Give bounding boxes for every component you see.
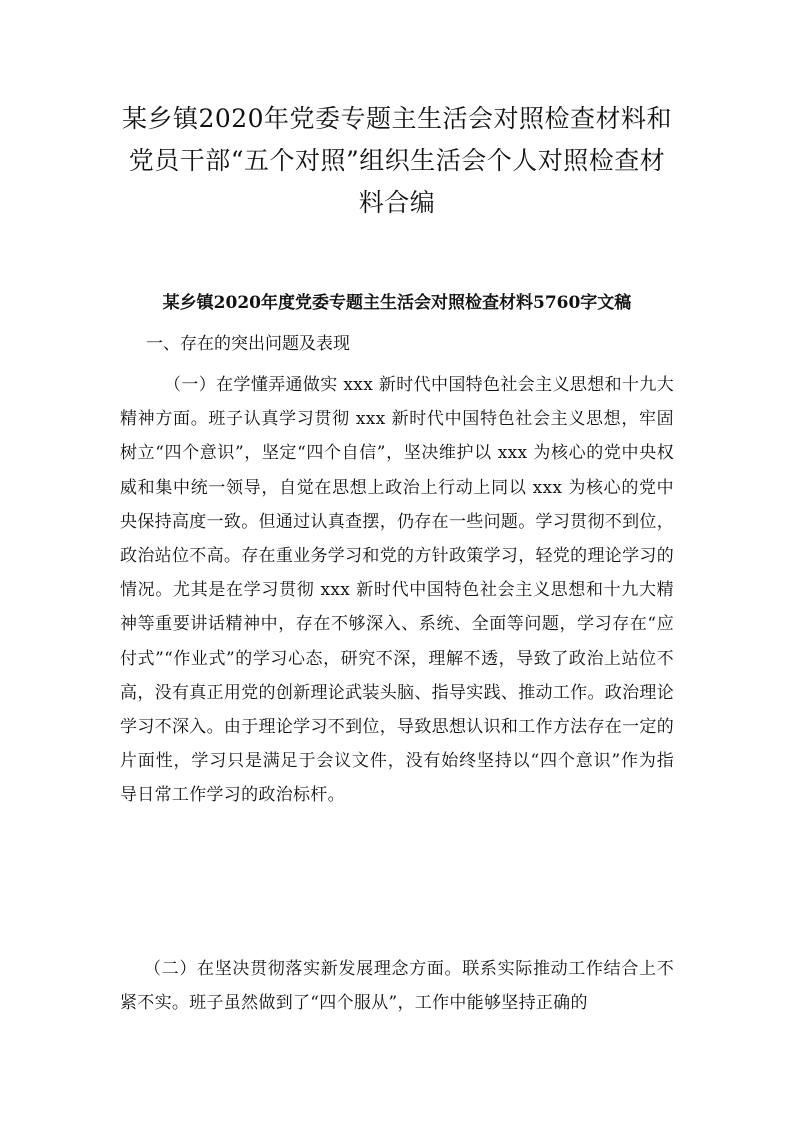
body-paragraph: （一）在学懂弄通做实 xxx 新时代中国特色社会主义思想和十九大精神方面。班子认真学习贯彻 xxx 新时代中国特色社会主义思想，牢固树立“四个意识”，坚定“四个自信”，坚决维护以 xxx 为核心的党中央权威和集中统一领导，自觉在思想上政治上行动上同以 xxx 为核心的党中央保持高度一致。但通过认真查摆，仍存在一些问题。学习贯彻不到位，政治站位不高。存在重业务学习和党的方针政策学习，轻党的理论学习的情况。尤其是在学习贯彻 xxx 新时代中国特色社会主义思想和十九大精神等重要讲话精神中，存在不够深入、系统、全面等问题，学习存在“应付式”“作业式”的学习心态，研究不深，理解不透，导致了政治上站位不高，没有真正用党的创新理论武装头脑、指导实践、推动工作。政治理论学习不深入。由于理论学习不到位，导致思想认识和工作方法存在一定的片面性，学习只是满足于会议文件，没有始终坚持以“四个意识”作为指导日常工作学习的政治标杆。: [120, 375, 674, 806]
section-title: 某乡镇2020年度党委专题主生活会对照检查材料5760字文稿: [162, 293, 632, 313]
heading-level-1: 一、存在的突出问题及表现: [146, 334, 350, 354]
body-paragraph: （二）在坚决贯彻落实新发展理念方面。联系实际推动工作结合上不紧不实。班子虽然做到了“四个服从”，工作中能够坚持正确的: [120, 959, 674, 1014]
document-title: 某乡镇2020年党委专题主生活会对照检查材料和党员干部“五个对照”组织生活会个人对照检查材料合编: [121, 104, 673, 217]
